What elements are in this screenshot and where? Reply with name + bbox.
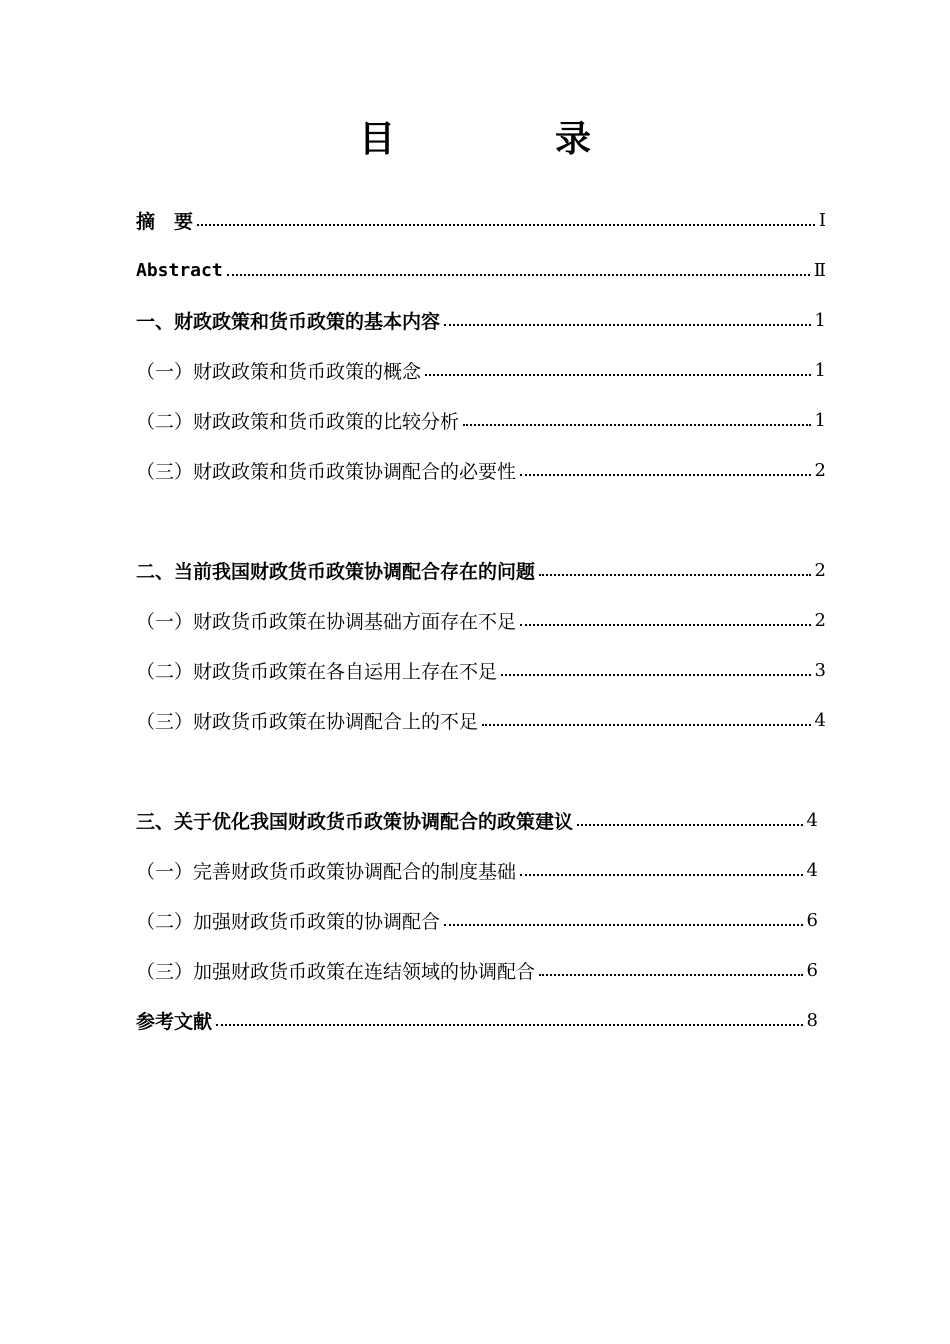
toc-entry-references[interactable] [136,1005,818,1035]
toc-entry-chapter-1[interactable] [136,305,826,335]
toc-entry-label: （三）财政政策和货币政策协调配合的必要性 [136,460,517,483]
toc-entry-label: （一）财政政策和货币政策的概念 [136,360,422,383]
toc-entry-2-1[interactable] [136,605,826,635]
toc-entry-page: 8 [806,1009,818,1031]
page-title: 目 录 [358,119,653,160]
dot-leader [463,423,811,426]
toc-entry-label: （一）财政货币政策在协调基础方面存在不足 [136,610,517,633]
toc-entry-page: 6 [806,959,818,981]
toc-entry-label: 参考文献 [136,1010,213,1033]
toc-entry-page: Ⅰ [818,209,826,231]
toc-entry-label: （二）财政政策和货币政策的比较分析 [136,410,460,433]
toc-entry-abstract-cn[interactable] [136,205,826,235]
dot-leader [227,273,810,276]
toc-entry-label: （三）财政货币政策在协调配合上的不足 [136,710,479,733]
dot-leader [539,573,811,576]
toc-entry-page: 2 [814,459,826,481]
dot-leader [501,673,811,676]
toc-entry-label: 二、当前我国财政货币政策协调配合存在的问题 [136,560,536,583]
toc-entry-page: 2 [814,609,826,631]
toc-entry-page: 4 [806,859,818,881]
toc-entry-label: Abstract [136,259,223,281]
toc-entry-label: （三）加强财政货币政策在连结领域的协调配合 [136,960,536,983]
toc-entry-abstract-en[interactable] [136,255,826,285]
dot-leader [216,1023,803,1026]
toc-entry-page: 1 [814,409,826,431]
toc-entry-1-1[interactable] [136,355,826,385]
dot-leader [197,223,815,226]
toc-entry-chapter-2[interactable] [136,555,826,585]
toc-entry-label: 摘 要 [136,210,194,233]
toc-entry-2-3[interactable] [136,705,826,735]
toc-entry-page: 3 [814,659,826,681]
toc-entry-label: 一、财政政策和货币政策的基本内容 [136,310,441,333]
toc-entry-3-2[interactable] [136,905,818,935]
toc-entry-2-2[interactable] [136,655,826,685]
dot-leader [577,823,803,826]
toc-entry-page: 1 [814,359,826,381]
toc-entry-label: （一）完善财政货币政策协调配合的制度基础 [136,860,517,883]
dot-leader [520,623,811,626]
toc-entry-label: 三、关于优化我国财政货币政策协调配合的政策建议 [136,810,574,833]
toc-entry-page: Ⅱ [813,259,826,281]
toc-entry-1-3[interactable] [136,455,826,485]
dot-leader [539,973,803,976]
toc-entry-page: 4 [814,709,826,731]
dot-leader [520,873,803,876]
toc-entry-label: （二）加强财政货币政策的协调配合 [136,910,441,933]
toc-entry-page: 2 [814,559,826,581]
toc-entry-label: （二）财政货币政策在各自运用上存在不足 [136,660,498,683]
dot-leader [425,373,811,376]
toc-entry-1-2[interactable] [136,405,826,435]
dot-leader [482,723,811,726]
toc-entry-page: 1 [814,309,826,331]
dot-leader [520,473,811,476]
toc-entry-3-1[interactable] [136,855,818,885]
dot-leader [444,923,803,926]
toc-entry-3-3[interactable] [136,955,818,985]
toc-entry-chapter-3[interactable] [136,805,818,835]
toc-entry-page: 6 [806,909,818,931]
dot-leader [444,323,811,326]
toc-entry-page: 4 [806,809,818,831]
